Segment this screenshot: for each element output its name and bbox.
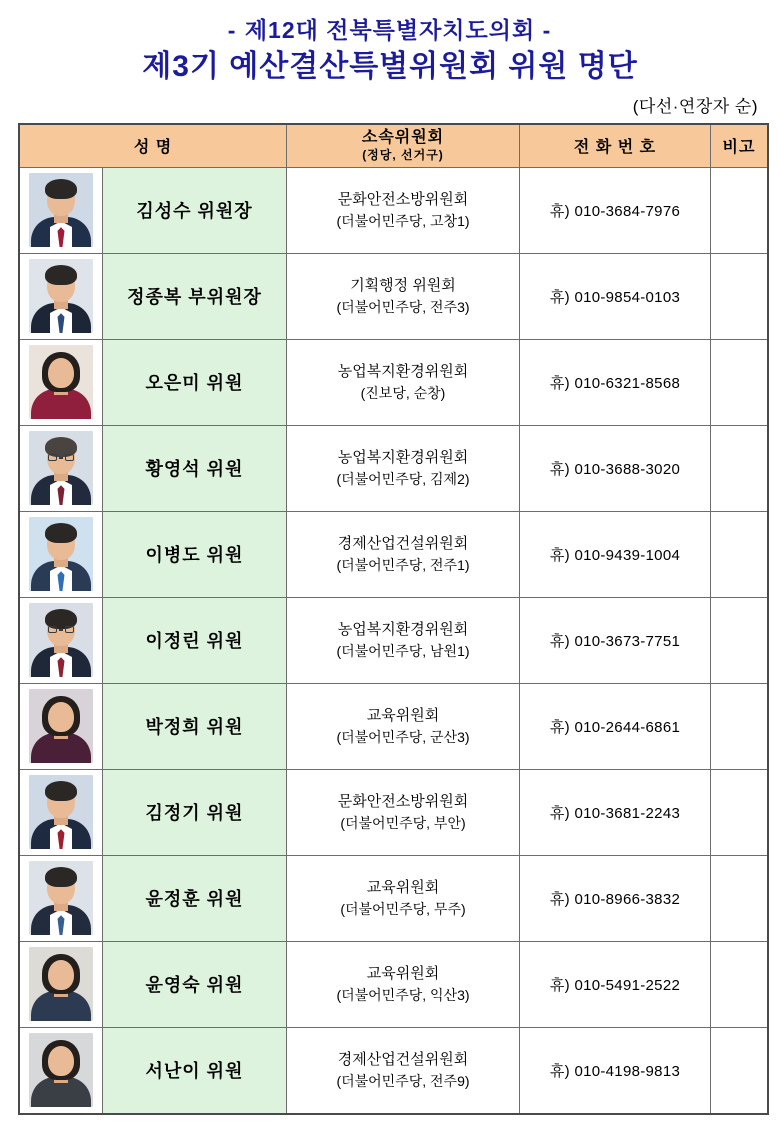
column-header-name: 성 명 [19,124,287,168]
member-committee-cell [287,167,520,253]
portrait-illustration [29,431,93,505]
member-phone: 휴) 010-2644-6861 [520,683,711,769]
party-district: (더불어민주당, 김제2) [336,470,470,487]
member-photo [20,426,103,511]
member-photo [20,340,103,425]
member-note [711,511,769,597]
committee-name: 교육위원회 [366,707,440,725]
member-photo [20,1028,103,1113]
member-committee-cell [287,339,520,425]
party-district: (더불어민주당, 익산3) [336,986,470,1003]
member-name: 박정희 위원 [103,684,286,769]
page-title: 제3기 예산결산특별위원회 위원 명단 [142,49,638,83]
member-phone: 휴) 010-5491-2522 [520,941,711,1027]
member-name: 이정린 위원 [103,598,286,683]
member-name-cell [19,167,287,253]
member-photo [20,512,103,597]
column-header-note: 비고 [711,124,769,168]
member-note [711,855,769,941]
member-name-cell [19,253,287,339]
member-name: 이병도 위원 [103,512,286,597]
member-name: 서난이 위원 [103,1028,286,1113]
committee-name: 농업복지환경위원회 [337,621,469,639]
party-district: (진보당, 순창) [360,384,446,401]
party-district: (더불어민주당, 전주1) [336,556,470,573]
member-committee-cell [287,941,520,1027]
committee-name: 경제산업건설위원회 [337,535,469,553]
portrait-illustration [29,603,93,677]
member-name-cell [19,855,287,941]
member-name-cell [19,941,287,1027]
member-phone: 휴) 010-3684-7976 [520,167,711,253]
party-district: (더불어민주당, 남원1) [336,642,470,659]
committee-name: 농업복지환경위원회 [337,363,469,381]
title-dash-left: - [227,17,238,43]
member-note [711,167,769,253]
member-committee-cell [287,511,520,597]
table-header-row [19,124,768,168]
member-phone: 휴) 010-4198-9813 [520,1027,711,1114]
member-phone: 휴) 010-9439-1004 [520,511,711,597]
member-name-cell [19,769,287,855]
title-line-1-text: 제12대 전북특별자치도의회 [244,17,536,43]
member-note [711,683,769,769]
member-phone: 휴) 010-3673-7751 [520,597,711,683]
member-photo [20,770,103,855]
member-name-cell [19,511,287,597]
party-district: (더불어민주당, 무주) [340,900,466,917]
member-note [711,597,769,683]
table-row [19,253,768,339]
sort-note: (다선·연장자 순) [632,96,758,116]
member-phone: 휴) 010-3681-2243 [520,769,711,855]
member-note [711,339,769,425]
committee-name: 기획행정 위원회 [350,277,456,295]
member-name-cell [19,1027,287,1114]
title-line-1 [18,16,762,45]
member-committee-cell [287,1027,520,1114]
member-committee-cell [287,855,520,941]
member-committee-cell [287,769,520,855]
table-row [19,683,768,769]
document-header [18,0,762,86]
party-district: (더불어민주당, 전주9) [336,1072,470,1089]
column-header-committee-main: 소속위원회 [361,129,445,147]
member-committee-cell [287,425,520,511]
committee-name: 경제산업건설위원회 [337,1051,469,1069]
committee-name: 농업복지환경위원회 [337,449,469,467]
member-name-cell [19,597,287,683]
member-name-cell [19,683,287,769]
member-name-cell [19,425,287,511]
party-district: (더불어민주당, 고창1) [336,212,470,229]
member-photo [20,684,103,769]
member-photo [20,598,103,683]
portrait-illustration [29,517,93,591]
member-name-cell [19,339,287,425]
member-name: 오은미 위원 [103,340,286,425]
member-note [711,425,769,511]
table-header [19,124,768,168]
table-body [19,167,768,1114]
member-name: 김정기 위원 [103,770,286,855]
member-name: 김성수 위원장 [103,168,286,253]
portrait-illustration [29,947,93,1021]
member-photo [20,168,103,253]
column-header-phone: 전 화 번 호 [520,124,711,168]
member-phone: 휴) 010-6321-8568 [520,339,711,425]
portrait-illustration [29,775,93,849]
committee-name: 문화안전소방위원회 [337,191,469,209]
member-phone: 휴) 010-3688-3020 [520,425,711,511]
member-phone: 휴) 010-8966-3832 [520,855,711,941]
portrait-illustration [29,259,93,333]
member-phone: 휴) 010-9854-0103 [520,253,711,339]
member-name: 황영석 위원 [103,426,286,511]
table-row [19,769,768,855]
portrait-illustration [29,1033,93,1107]
committee-name: 문화안전소방위원회 [337,793,469,811]
member-committee-cell [287,683,520,769]
member-photo [20,856,103,941]
portrait-illustration [29,689,93,763]
member-note [711,941,769,1027]
portrait-illustration [29,173,93,247]
table-row [19,511,768,597]
table-row [19,339,768,425]
member-photo [20,942,103,1027]
table-row [19,597,768,683]
member-note [711,1027,769,1114]
party-district: (더불어민주당, 부안) [340,814,466,831]
committee-name: 교육위원회 [366,965,440,983]
party-district: (더불어민주당, 군산3) [336,728,470,745]
portrait-illustration [29,861,93,935]
table-row [19,167,768,253]
column-header-committee-sub: (정당, 선거구) [362,147,444,162]
committee-name: 교육위원회 [366,879,440,897]
member-note [711,769,769,855]
table-row [19,941,768,1027]
column-header-committee [287,124,520,168]
member-note [711,253,769,339]
table-row [19,1027,768,1114]
party-district: (더불어민주당, 전주3) [336,298,470,315]
table-row [19,855,768,941]
table-row [19,425,768,511]
member-name: 윤영숙 위원 [103,942,286,1027]
member-name: 윤정훈 위원 [103,856,286,941]
member-photo [20,254,103,339]
member-committee-cell [287,253,520,339]
portrait-illustration [29,345,93,419]
title-dash-right: - [542,17,553,43]
member-committee-cell [287,597,520,683]
member-name: 정종복 부위원장 [103,254,286,339]
committee-roster-table [18,123,769,1115]
